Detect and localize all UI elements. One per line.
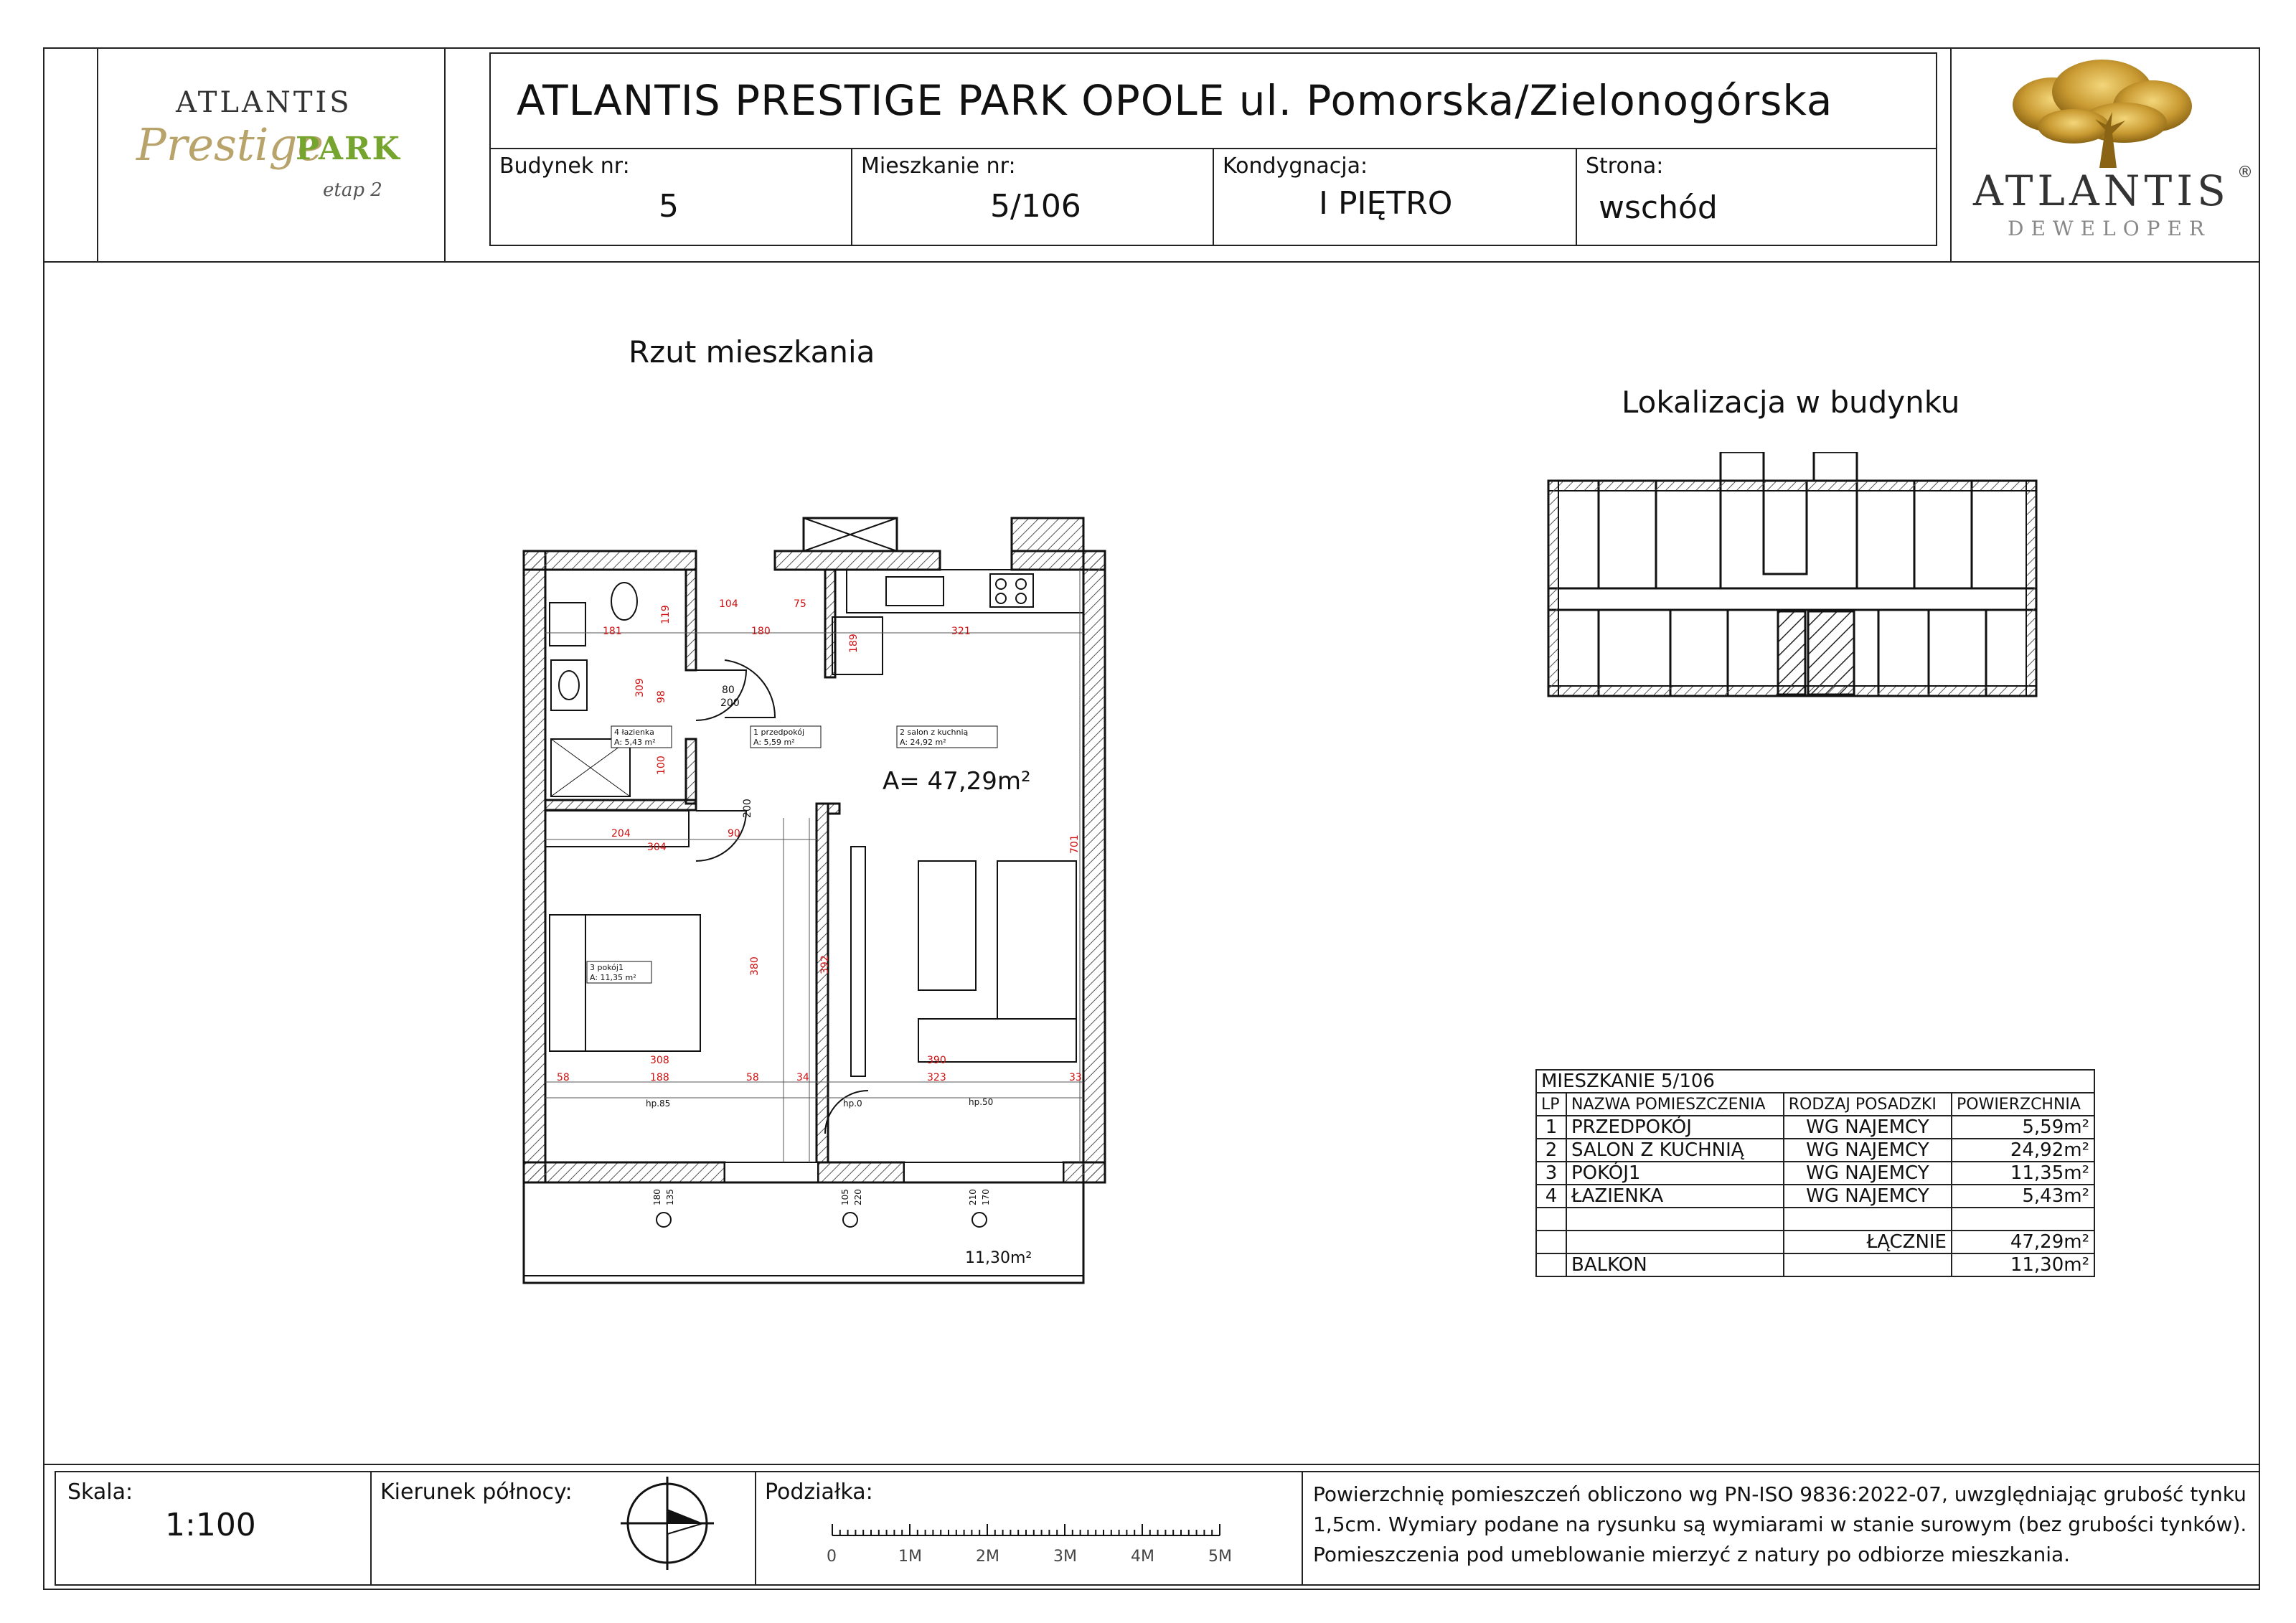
cell-floor: WG NAJEMCY: [1784, 1162, 1952, 1185]
room-label-1-area: A: 5,59 m²: [753, 738, 795, 747]
plan-title: Rzut mieszkania: [629, 334, 875, 370]
project-logo-line1: ATLANTIS: [176, 86, 352, 119]
room-label-2-area: A: 24,92 m²: [900, 738, 946, 747]
window-label: hp.50: [969, 1097, 994, 1107]
scalebar-tick: 4M: [1131, 1548, 1154, 1566]
table-row: [1536, 1162, 2094, 1185]
floor-plan: [517, 502, 1141, 1292]
dim-label: 98: [656, 690, 667, 703]
scalebar: [825, 1521, 1256, 1586]
dim-label: 189: [848, 634, 860, 653]
dim-label: 180: [751, 626, 771, 637]
col-name: NAZWA POMIESZCZENIA: [1566, 1093, 1784, 1116]
side-value: wschód: [1599, 189, 1718, 226]
cell-name: PRZEDPOKÓJ: [1566, 1116, 1784, 1139]
project-logo-line2b: PARK: [296, 131, 401, 167]
apartment-highlight: [1778, 611, 1854, 695]
kitchen-sink: [886, 577, 944, 606]
measurement-note: Powierzchnię pomieszczeń obliczono wg PN-ISO 9836:2022-07, uwzględniając grubość tynku 1,5cm. Wymiary podane na rysunku są wymiarami w stanie surowym (bez grubości tynków). Pomieszczenia pod umeblowanie mierzyć z natury po odbiorze mieszkania.: [1313, 1482, 2247, 1566]
room-labels: [587, 726, 997, 983]
floor-value: I PIĘTRO: [1319, 185, 1453, 222]
room-label-4-name: 4 łazienka: [614, 728, 654, 737]
dim-label: 321: [951, 626, 971, 637]
dim-label: 181: [603, 626, 622, 637]
cell-empty: [1566, 1231, 1784, 1253]
scalebar-tick: 3M: [1053, 1548, 1077, 1566]
scalebar-tick: 1M: [898, 1548, 922, 1566]
cell-empty: [1566, 1208, 1784, 1231]
field-divider-1: [851, 148, 852, 246]
footer-divider: [43, 1464, 2260, 1465]
wall-unit: [851, 847, 865, 1076]
cell-area: 5,59m²: [1952, 1116, 2094, 1139]
door-balcony: [825, 1091, 868, 1134]
total-value: 47,29m²: [1952, 1231, 2094, 1253]
window-living: [904, 1162, 1063, 1182]
north-arrow-icon: [621, 1477, 714, 1570]
dim-label: 392: [819, 955, 831, 974]
window-label: 220: [853, 1189, 863, 1205]
kitchen-counter: [847, 570, 1083, 613]
cell-name: SALON Z KUCHNIĄ: [1566, 1139, 1784, 1162]
cell-area: 24,92m²: [1952, 1139, 2094, 1162]
window-label: hp.85: [646, 1099, 671, 1109]
building-location-plan: [1541, 452, 2043, 725]
bathroom-cabinet: [550, 603, 585, 646]
rooms-table: [1535, 1069, 2095, 1277]
room-label-2-name: 2 salon z kuchnią: [900, 728, 969, 737]
project-title: ATLANTIS PRESTIGE PARK OPOLE ul. Pomorska/Zielonogórska: [517, 76, 1833, 125]
table-row: [1536, 1116, 2094, 1139]
col-floor: RODZAJ POSADZKI: [1784, 1093, 1952, 1116]
walls: [524, 551, 1105, 1182]
developer-logo: [1959, 55, 2260, 255]
scalebar-tick: 0: [827, 1548, 837, 1566]
developer-logo-name: [1973, 166, 2230, 215]
tree-icon: [1959, 55, 2260, 169]
dim-label: 58: [746, 1072, 759, 1083]
dim-label: 200: [720, 697, 740, 709]
location-title: Lokalizacja w budynku: [1622, 385, 1960, 420]
window-label: 210: [968, 1189, 978, 1205]
toilet: [611, 583, 637, 620]
building-value: 5: [659, 188, 679, 225]
balcony: [524, 1182, 1083, 1283]
scale-label: Skala:: [67, 1479, 133, 1505]
dim-label: 58: [557, 1072, 570, 1083]
dim-label: 390: [927, 1055, 946, 1066]
table: [918, 861, 976, 990]
footer-div-1: [370, 1471, 372, 1586]
table-balcony-row: [1536, 1253, 2094, 1276]
north-label: Kierunek północy:: [380, 1479, 573, 1505]
sheet-frame: [43, 47, 2260, 1590]
dim-label: 309: [634, 678, 646, 697]
apartment-value: 5/106: [990, 188, 1081, 225]
cell-lp: 3: [1536, 1162, 1566, 1185]
cell-empty: [1952, 1208, 2094, 1231]
dim-label: 100: [656, 756, 667, 775]
side-label: Strona:: [1586, 154, 1664, 179]
col-area: POWIERZCHNIA: [1952, 1093, 2094, 1116]
cell-area: 5,43m²: [1952, 1185, 2094, 1208]
dim-label: 308: [650, 1055, 669, 1066]
apartment-area: A= 47,29m²: [883, 767, 1031, 796]
table-row: [1536, 1185, 2094, 1208]
cell-empty: [1536, 1253, 1566, 1276]
dim-label: 188: [650, 1072, 669, 1083]
table-row: [1536, 1139, 2094, 1162]
cell-lp: 4: [1536, 1185, 1566, 1208]
window-label: hp.0: [843, 1099, 862, 1109]
field-divider-3: [1576, 148, 1577, 246]
dim-label: 33: [1069, 1072, 1082, 1083]
field-divider-2: [1213, 148, 1214, 246]
scale-value: 1:100: [165, 1507, 256, 1543]
cell-empty: [1784, 1253, 1952, 1276]
cell-name: POKÓJ1: [1566, 1162, 1784, 1185]
dim-label: 90: [728, 828, 740, 839]
developer-logo-name-text: ATLANTIS: [1973, 166, 2230, 215]
cell-area: 11,35m²: [1952, 1162, 2094, 1185]
scalebar-tick: 2M: [976, 1548, 999, 1566]
building-label: Budynek nr:: [499, 154, 630, 179]
cell-floor: WG NAJEMCY: [1784, 1185, 1952, 1208]
table-spacer-row: [1536, 1208, 2094, 1231]
washbasin: [551, 660, 587, 710]
door-bathroom: [696, 670, 746, 720]
room-label-3-area: A: 11,35 m²: [590, 973, 636, 982]
scalebar-label: Podziałka:: [765, 1479, 873, 1505]
cell-floor: WG NAJEMCY: [1784, 1139, 1952, 1162]
cell-floor: WG NAJEMCY: [1784, 1116, 1952, 1139]
dim-label: 380: [749, 956, 761, 976]
total-label: ŁĄCZNIE: [1784, 1231, 1952, 1253]
dim-label: 323: [927, 1072, 946, 1083]
cell-empty: [1536, 1208, 1566, 1231]
cell-empty: [1536, 1231, 1566, 1253]
dim-label: 34: [796, 1072, 809, 1083]
dim-label: 200: [742, 799, 753, 818]
cell-empty: [1784, 1208, 1952, 1231]
project-logo-line2a: Prestige: [136, 118, 324, 171]
project-logo: [108, 86, 438, 244]
room-label-3-name: 3 pokój1: [590, 963, 624, 972]
footer-div-2: [755, 1471, 756, 1586]
sofa: [997, 861, 1076, 1019]
developer-logo-sub: DEWELOPER: [2008, 217, 2212, 240]
cell-lp: 2: [1536, 1139, 1566, 1162]
table-total-row: [1536, 1231, 2094, 1253]
developer-logo-divider: [1950, 47, 1952, 263]
balcony-label: BALKON: [1566, 1253, 1784, 1276]
dim-label: 701: [1069, 834, 1081, 854]
dim-label: 204: [611, 828, 631, 839]
room-label-1-name: 1 przedpokój: [753, 728, 805, 737]
balcony-value: 11,30m²: [1952, 1253, 2094, 1276]
developer-logo-registered: ®: [2237, 164, 2253, 182]
shaft-top-right: [1012, 518, 1083, 551]
project-logo-line3: etap 2: [323, 179, 382, 201]
dim-label: 304: [647, 842, 667, 853]
dim-label: 119: [660, 605, 672, 624]
col-lp: LP: [1536, 1093, 1566, 1116]
footer-div-3: [1302, 1471, 1303, 1586]
balcony-area: 11,30m²: [965, 1249, 1032, 1267]
window-label: 180: [652, 1189, 662, 1205]
window-label: 170: [981, 1189, 991, 1205]
table-header-row: [1536, 1093, 2094, 1116]
cell-name: ŁAZIENKA: [1566, 1185, 1784, 1208]
cell-lp: 1: [1536, 1116, 1566, 1139]
scalebar-tick: 5M: [1208, 1548, 1232, 1566]
apartment-label: Mieszkanie nr:: [861, 154, 1016, 179]
dim-label: 104: [719, 598, 738, 610]
table-heading: MIESZKANIE 5/106: [1536, 1070, 2094, 1093]
dim-label: 80: [722, 685, 735, 696]
window-label: 105: [840, 1189, 850, 1205]
floor-label: Kondygnacja:: [1223, 154, 1368, 179]
table-heading-row: [1536, 1070, 2094, 1093]
dim-label: 75: [794, 598, 806, 610]
room-label-4-area: A: 5,43 m²: [614, 738, 656, 747]
window-bedroom: [725, 1162, 818, 1182]
window-label: 135: [665, 1189, 675, 1205]
